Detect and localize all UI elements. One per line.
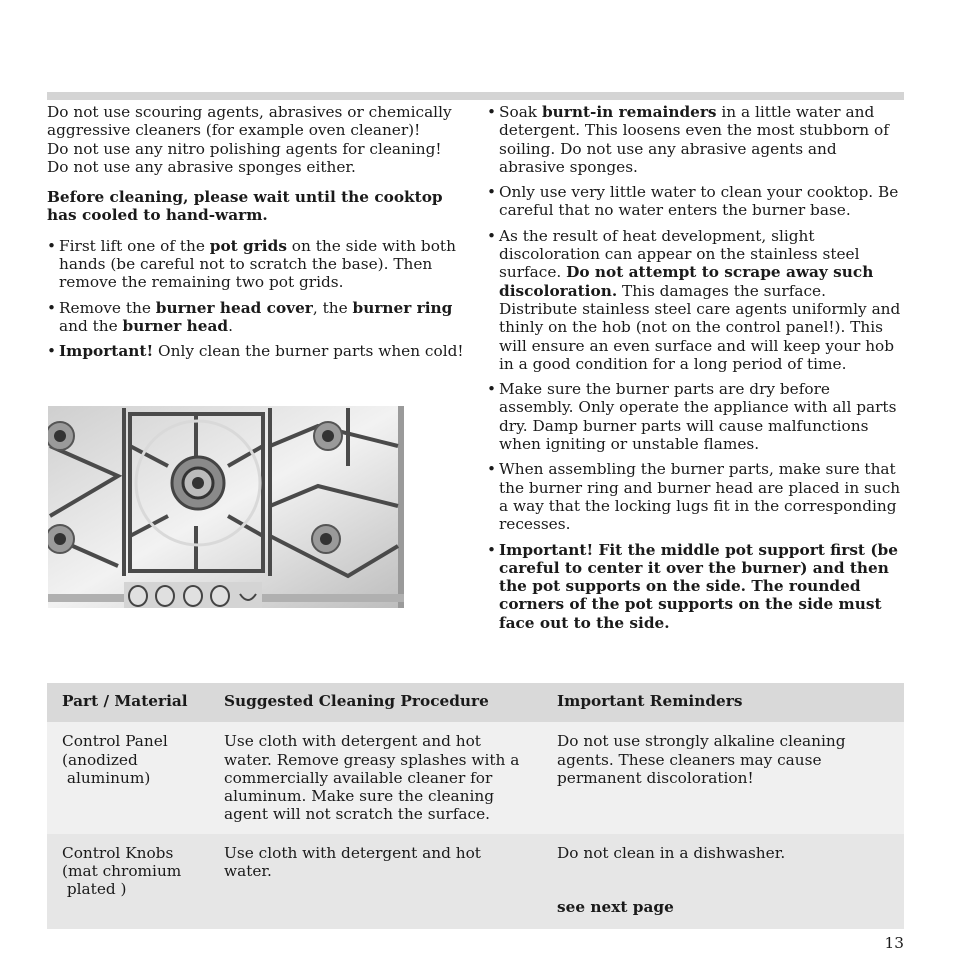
list-item: • First lift one of the pot grids on the side with both hands (be careful not to scratch the base). Then remove the remaining two pot grids. bbox=[47, 236, 456, 292]
cooling-warning: Before cleaning, please wait until the cooktop has cooled to hand-warm. bbox=[47, 188, 443, 225]
list-item: • Important! Fit the middle pot support first (be careful to center it over the burner) and then the pot supports on the side. The rounded corners of the pot supports on the side must face out to the side. bbox=[487, 540, 898, 632]
table-row bbox=[47, 834, 904, 929]
steel-surface bbox=[48, 406, 404, 608]
list-item: • Only use very little water to clean your cooktop. Be careful that no water enters the burner base. bbox=[487, 183, 899, 220]
list-item: • Soak burnt-in remainders in a little water and detergent. This loosens even the most stubborn of soiling. Do not use any abrasive agents and abrasive sponges. bbox=[487, 103, 889, 176]
left-bullet-list bbox=[47, 237, 467, 361]
table-cell-procedure: Use cloth with detergent and hot water. Remove greasy splashes with a commercially available cleaner for aluminum. Make sure the cleaning agent will not scratch the surface. bbox=[209, 722, 542, 833]
control-knobs bbox=[124, 582, 262, 608]
table-header-row bbox=[47, 683, 904, 722]
list-item: • When assembling the burner parts, make sure that the burner ring and burner head are placed in such a way that the locking lugs fit in the corresponding recesses. bbox=[487, 460, 901, 534]
table-cell-part: Control Panel (anodized aluminum) bbox=[47, 722, 209, 833]
cleaning-table bbox=[47, 683, 904, 929]
see-next-page-note: see next page bbox=[557, 898, 674, 917]
right-column bbox=[487, 103, 907, 639]
header-bar bbox=[47, 92, 904, 100]
list-item: • Remove the burner head cover, the burner ring and the burner head. bbox=[47, 298, 453, 335]
table-cell-procedure: Use cloth with detergent and hot water. bbox=[209, 834, 542, 929]
page-number: 13 bbox=[884, 934, 904, 952]
right-bullet-list bbox=[487, 103, 907, 632]
table-cell-reminder: Do not use strongly alkaline cleaning agents. These cleaners may cause permanent discoloration! bbox=[542, 722, 904, 833]
table-row bbox=[47, 722, 904, 833]
list-item: • As the result of heat development, slight discoloration can appear on the stainless steel surface. Do not attempt to scrape away such discoloration. This damages the surface. Distribute stainless steel care agents uniformly and thinly on the hob (not on the control panel!). This will ensure an even surface and will keep your hob in a good condition for a long period of time. bbox=[487, 226, 901, 373]
table-cell-reminder: Do not clean in a dishwasher. see next page bbox=[542, 834, 904, 929]
left-column bbox=[47, 103, 467, 368]
intro-paragraph: Do not use scouring agents, abrasives or chemically aggressive cleaners (for example oven cleaner)! Do not use any nitro polishing agents for cleaning! Do not use any abrasive sponges either. bbox=[47, 103, 452, 176]
column-header: Suggested Cleaning Procedure bbox=[209, 683, 542, 722]
cooktop-photo bbox=[48, 406, 404, 608]
column-header: Important Reminders bbox=[542, 683, 904, 722]
list-item: • Make sure the burner parts are dry before assembly. Only operate the appliance with all parts dry. Damp burner parts will cause malfunctions when igniting or unstable flames. bbox=[487, 380, 897, 454]
list-item: • Important! Only clean the burner parts when cold! bbox=[47, 342, 464, 361]
column-header: Part / Material bbox=[47, 683, 209, 722]
table-cell-part: Control Knobs (mat chromium plated ) bbox=[47, 834, 209, 929]
